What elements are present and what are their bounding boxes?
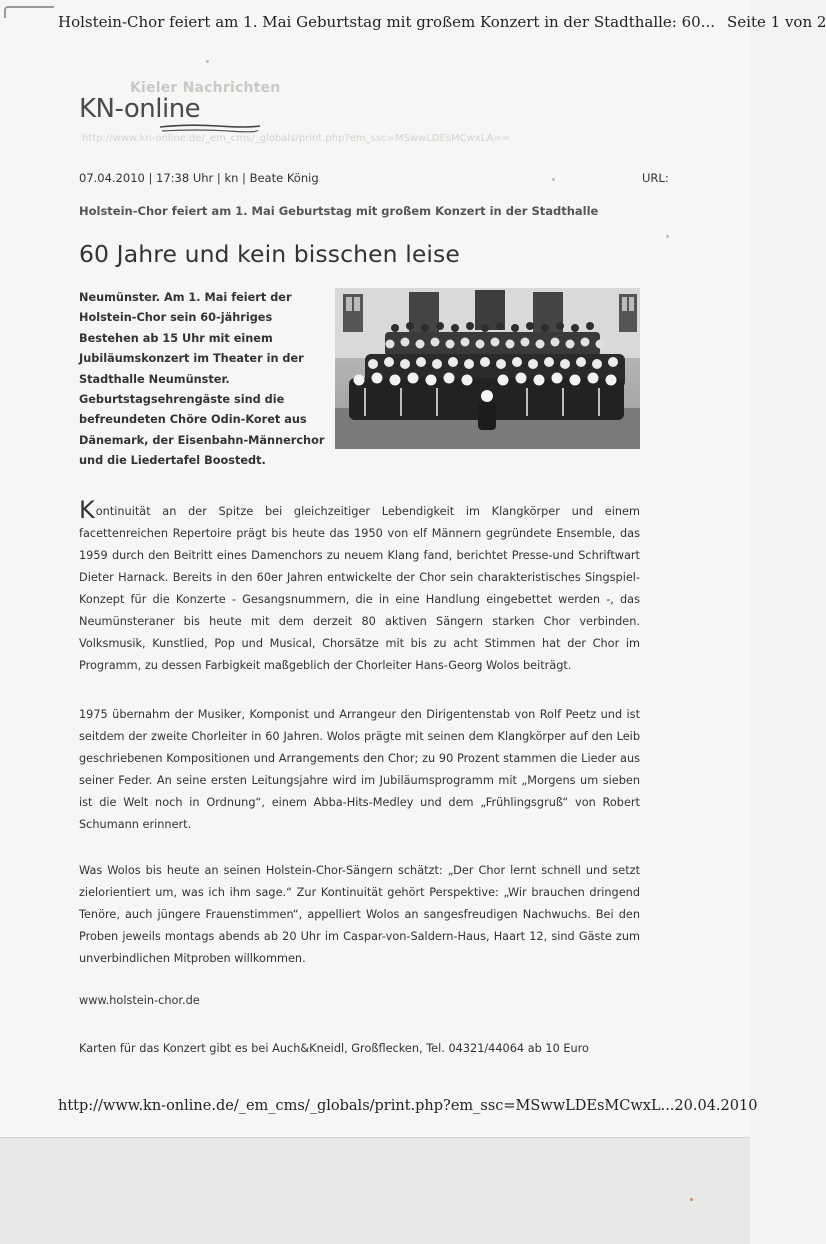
article-meta: 07.04.2010 | 17:38 Uhr | kn | Beate König (79, 171, 319, 185)
drop-cap: K (79, 496, 95, 524)
scan-background (0, 1137, 750, 1244)
article-paragraph-1 (79, 496, 640, 677)
article-subhead: Holstein-Chor feiert am 1. Mai Geburtstag mit großem Konzert in der Stadthalle (79, 204, 599, 218)
article-paragraph-tickets: Karten für das Konzert gibt es bei Auch&Kneidl, Großflecken, Tel. 04321/44064 ab 10 Euro (79, 1042, 589, 1055)
print-footer-date: 20.04.2010 (674, 1098, 758, 1114)
kn-online-logo: KN-online (79, 94, 201, 124)
print-header (58, 13, 826, 31)
article-headline: 60 Jahre und kein bisschen leise (79, 240, 460, 268)
print-footer-url: http://www.kn-online.de/_em_cms/_globals/print.php?em_ssc=MSwwLDEsMCwxL... (58, 1098, 675, 1114)
paragraph-1-text: ontinuität an der Spitze bei gleichzeitiger Lebendigkeit im Klangkörper und einem facettenreichen Repertoire prägt bis heute das 1950 von elf Männern gegründete Ensemble, das 1959 durch den Beitritt eines Damenchors zu neuem Klang fand, berichtet Presse-und Schriftwart Dieter Harnack. Bereits in den 60er Jahren entwickelte der Chor sein charakteristisches Singspiel-Konzept für die Konzerte - Gesangsnummern, die in eine Handlung eingebettet werden -, das Neumünsteraner bis heute mit dem derzeit 80 aktiven Sängern starken Chor verbinden. Volksmusik, Kunstlied, Pop und Musical, Chorsätze mit bis zu acht Stimmen hat der Chor im Programm, zu dessen Farbigkeit maßgeblich der Chorleiter Hans-Georg Wolos beiträgt. (79, 505, 640, 672)
choir-photo-image (335, 288, 640, 449)
article-lead: Neumünster. Am 1. Mai feiert der Holstein-Chor sein 60-jähriges Bestehen ab 15 Uhr mit einem Jubiläumskonzert im Theater in der Stadthalle Neumünster. Geburtstagsehrengäste sind die befreundeten Chöre Odin-Koret aus Dänemark, der Eisenbahn-Männerchor und die Liedertafel Boostedt. (79, 291, 325, 468)
article-paragraph-2: 1975 übernahm der Musiker, Komponist und Arrangeur den Dirigentenstab von Rolf Peetz und ist seitdem der zweite Chorleiter in 60 Jahren. Wolos prägte mit seinen dem Klangkörper auf den Leib geschriebenen Kompositionen und Arrangements den Chor; zu 90 Prozent stammen die Lieder aus seiner Feder. An seine ersten Leitungsjahre wird im Jubiläumsprogramm mit „Morgens um sieben ist die Welt noch in Ordnung“, einem Abba-Hits-Medley und dem „Frühlingsgruß“ von Robert Schumann erinnert. (79, 708, 640, 831)
staple-mark (4, 6, 54, 18)
url-label: URL: (642, 171, 669, 185)
print-header-page-number: Seite 1 von 2 (727, 13, 826, 31)
scan-speck (206, 60, 209, 63)
faded-brand-name: Kieler Nachrichten (130, 80, 281, 96)
faded-source-url: http://www.kn-online.de/_em_cms/_globals/print.php?em_ssc=MSwwLDEsMCwxLA== (82, 133, 511, 144)
print-footer (58, 1098, 758, 1114)
scan-speck (552, 178, 555, 181)
print-header-title: Holstein-Chor feiert am 1. Mai Geburtstag mit großem Konzert in der Stadthalle: 60... (58, 13, 716, 31)
scan-speck (690, 1198, 693, 1201)
choir-website-link: www.holstein-chor.de (79, 994, 200, 1007)
scan-speck (666, 235, 669, 238)
choir-group-photo (335, 288, 640, 449)
article-paragraph-3: Was Wolos bis heute an seinen Holstein-Chor-Sängern schätzt: „Der Chor lernt schnell und setzt zielorientiert um, was ich ihm sage.“ Zur Kontinuität gehört Perspektive: „Wir brauchen dringend Tenöre, auch jüngere Frauenstimmen“, appelliert Wolos an sangesfreudigen Nachwuchs. Bei den Proben jeweils montags abends ab 20 Uhr im Caspar-von-Saldern-Haus, Haart 12, sind Gäste zum unverbindlichen Mitproben willkommen. (79, 864, 640, 965)
